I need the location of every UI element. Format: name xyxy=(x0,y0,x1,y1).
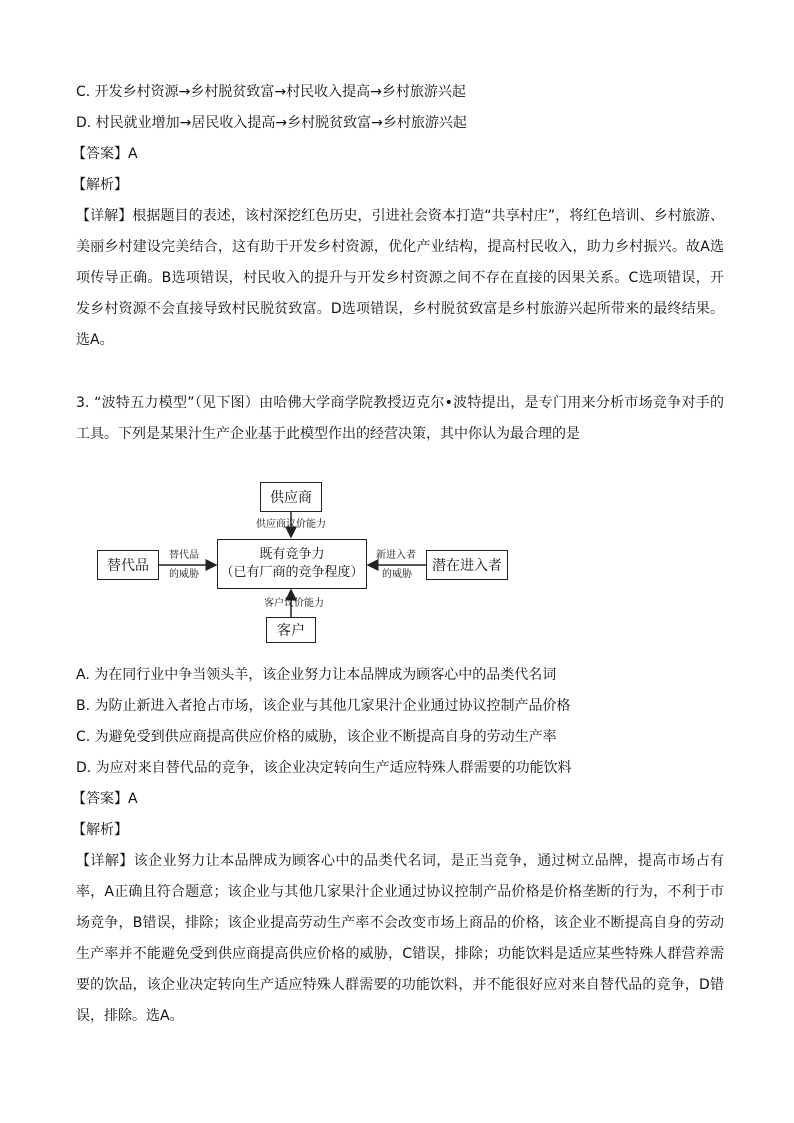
q3-answer: 【答案】A xyxy=(72,791,138,807)
q2-analysis-heading: 【解析】 xyxy=(72,177,128,193)
q3-stem: 3. “波特五力模型”（见下图）由哈佛大学商学院教授迈克尔•波特提出，是专门用来分析市场竞争对手的工具。下列是某果汁生产企业基于此模型作出的经营决策，其中你认为最合理的是 xyxy=(76,395,724,442)
potential-entrant-box: 潜在进入者 xyxy=(426,550,508,580)
substitute-threat-label-1: 替代品 xyxy=(169,550,199,561)
q2-answer: 【答案】A xyxy=(72,146,138,162)
center-line-1: 既有竞争力 xyxy=(259,547,325,562)
q3-option-d: D. 为应对来自替代品的竞争，该企业决定转向生产适应特殊人群需要的功能饮料 xyxy=(76,760,572,776)
q2-option-d: D. 村民就业增加→居民收入提高→乡村脱贫致富→乡村旅游兴起 xyxy=(76,115,467,131)
q2-option-c: C. 开发乡村资源→乡村脱贫致富→村民收入提高→乡村旅游兴起 xyxy=(76,84,466,100)
substitute-threat-label-2: 的威胁 xyxy=(169,569,199,580)
q3-option-b: B. 为防止新进入者抢占市场，该企业与其他几家果汁企业通过协议控制产品价格 xyxy=(76,698,571,714)
q3-analysis-text: 【详解】该企业努力让本品牌成为顾客心中的品类代名词，是正当竞争，通过树立品牌，提高市场占有率，A正确且符合题意；该企业与其他几家果汁企业通过协议控制产品价格是价格垄断的行为，不利于市场竞争，B错误，排除；该企业提高劳动生产率不会改变市场上商品的价格，该企业不断提高自身的劳动生产率并不能避免受到供应商提高供应价格的威胁，C错误，排除；功能饮料是适应某些特殊人群营养需要的饮品，该企业决定转向生产适应特殊人群需要的功能饮料，并不能很好应对来自替代品的竞争，D错误，排除。选A。 xyxy=(76,853,724,1024)
q3-option-c: C. 为避免受到供应商提高供应价格的威胁，该企业不断提高自身的劳动生产率 xyxy=(76,729,557,745)
supplier-bargaining-label: 供应商议价能力 xyxy=(256,519,326,530)
existing-competition-box xyxy=(217,539,367,589)
q3-analysis-heading: 【解析】 xyxy=(72,822,128,838)
center-line-2: （已有厂商的竞争程度） xyxy=(220,565,364,580)
entrant-threat-label-1: 新进入者 xyxy=(376,550,416,561)
q3-option-a: A. 为在同行业中争当领头羊，该企业努力让本品牌成为顾客心中的品类代名词 xyxy=(76,667,557,683)
customer-box: 客户 xyxy=(266,617,316,643)
supplier-box: 供应商 xyxy=(260,482,322,512)
customer-bargaining-label: 客户议价能力 xyxy=(264,598,324,609)
entrant-threat-label-2: 的威胁 xyxy=(382,569,412,580)
substitute-box: 替代品 xyxy=(97,550,159,580)
q2-analysis-text: 【详解】根据题目的表述，该村深挖红色历史，引进社会资本打造“共享村庄”，将红色培训、乡村旅游、美丽乡村建设完美结合，这有助于开发乡村资源，优化产业结构，提高村民收入，助力乡村振兴。故A选项传导正确。B选项错误，村民收入的提升与开发乡村资源之间不存在直接的因果关系。C选项错误，开发乡村资源不会直接导致村民脱贫致富。D选项错误，乡村脱贫致富是乡村旅游兴起所带来的最终结果。选A。 xyxy=(76,208,724,348)
